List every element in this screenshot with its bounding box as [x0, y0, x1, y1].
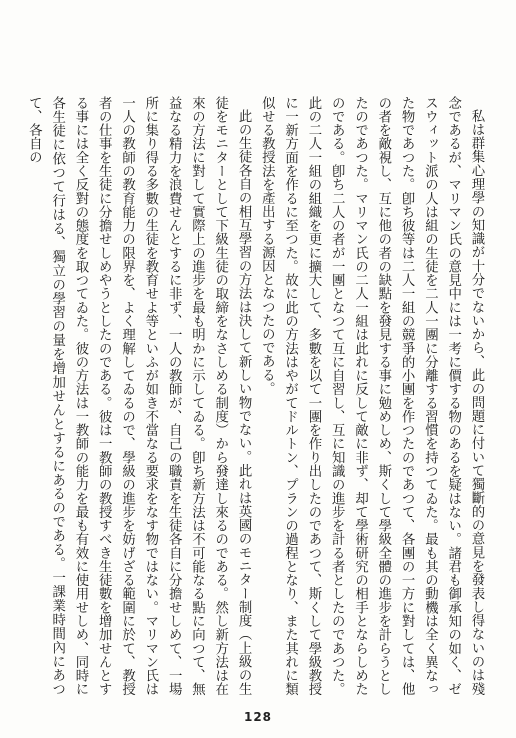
- paragraph-1: 私は群集心理學の知識が十分でないから、此の問題に付いて獨斷的の意見を發表し得ないのは殘念であるが、マリマン氏の意見中には一考に價する物のあるを疑はない。諸君も御承知の如く、ゼスウィット派の人は組の生徒を二人一團に分離する習慣を持つてゐた。最も其の動機は全く異なった物であつた。卽ち彼等は二人一組の競爭的小團を作つたのであつて、各團の一方に對しては、他の者を敵視し、互に他の者の缺點を發見する事に勉めしめ、斯くして學級全體の進步を計らうとしたのであつた。マリマン氏の二人一組は此れに反して敵に非ず、却て學術研究の相手とならしめたのである。卽ち二人の者が一團となつて互に自習し、互に知識の進步を計る者としたのであつた。此の二人一組の組織を更に擴大して、多數を以て一團を作り出したのであつて、斯くして學級教授に一新方面を作るに至つた。故に此の方法はやがてドルトン、プランの過程となり、また其れに類似せる教授法を產出する源因となつたのである。: [259, 96, 484, 696]
- page-number: 128: [243, 710, 273, 724]
- body-text: [22, 96, 488, 696]
- paragraph-2: 此の生徒各自の相互學習の方法は決して新しい物でない。此れは英國のモニター制度（上級の生徒をモニターとして下級生徒の取締をなさしめる制度）から發達し來るのである。然し新方法は在來の方法に對して實際上の進步を最も明かに示してゐる。卽ち新方法は不可能なる點に向つて、無益なる精力を浪費せんとするに非ず、一人の教師が、自己の職責を生徒各自に分擔せしめて、一場所に集り得る多數の生徒を教育せよ等といふが如き不當なる要求をなす物ではない。マリマン氏は一人の教師の教育能力の限界を、よく理解してゐるので、學級の進步を妨げざる範圍に於て、教授者の仕事を生徒に分擔せしめやうとしたのである。彼は一教師の教授すべき生徒數を增加せんとする事には全く反對の態度を取つてゐた。彼の方法は一教師の能力を最も有效に使用せしめ、同時に各生徒に依つて行はる、獨立の學習の量を增加せんとするにあるのである。一課業時間內にあつて、各自の: [26, 96, 252, 696]
